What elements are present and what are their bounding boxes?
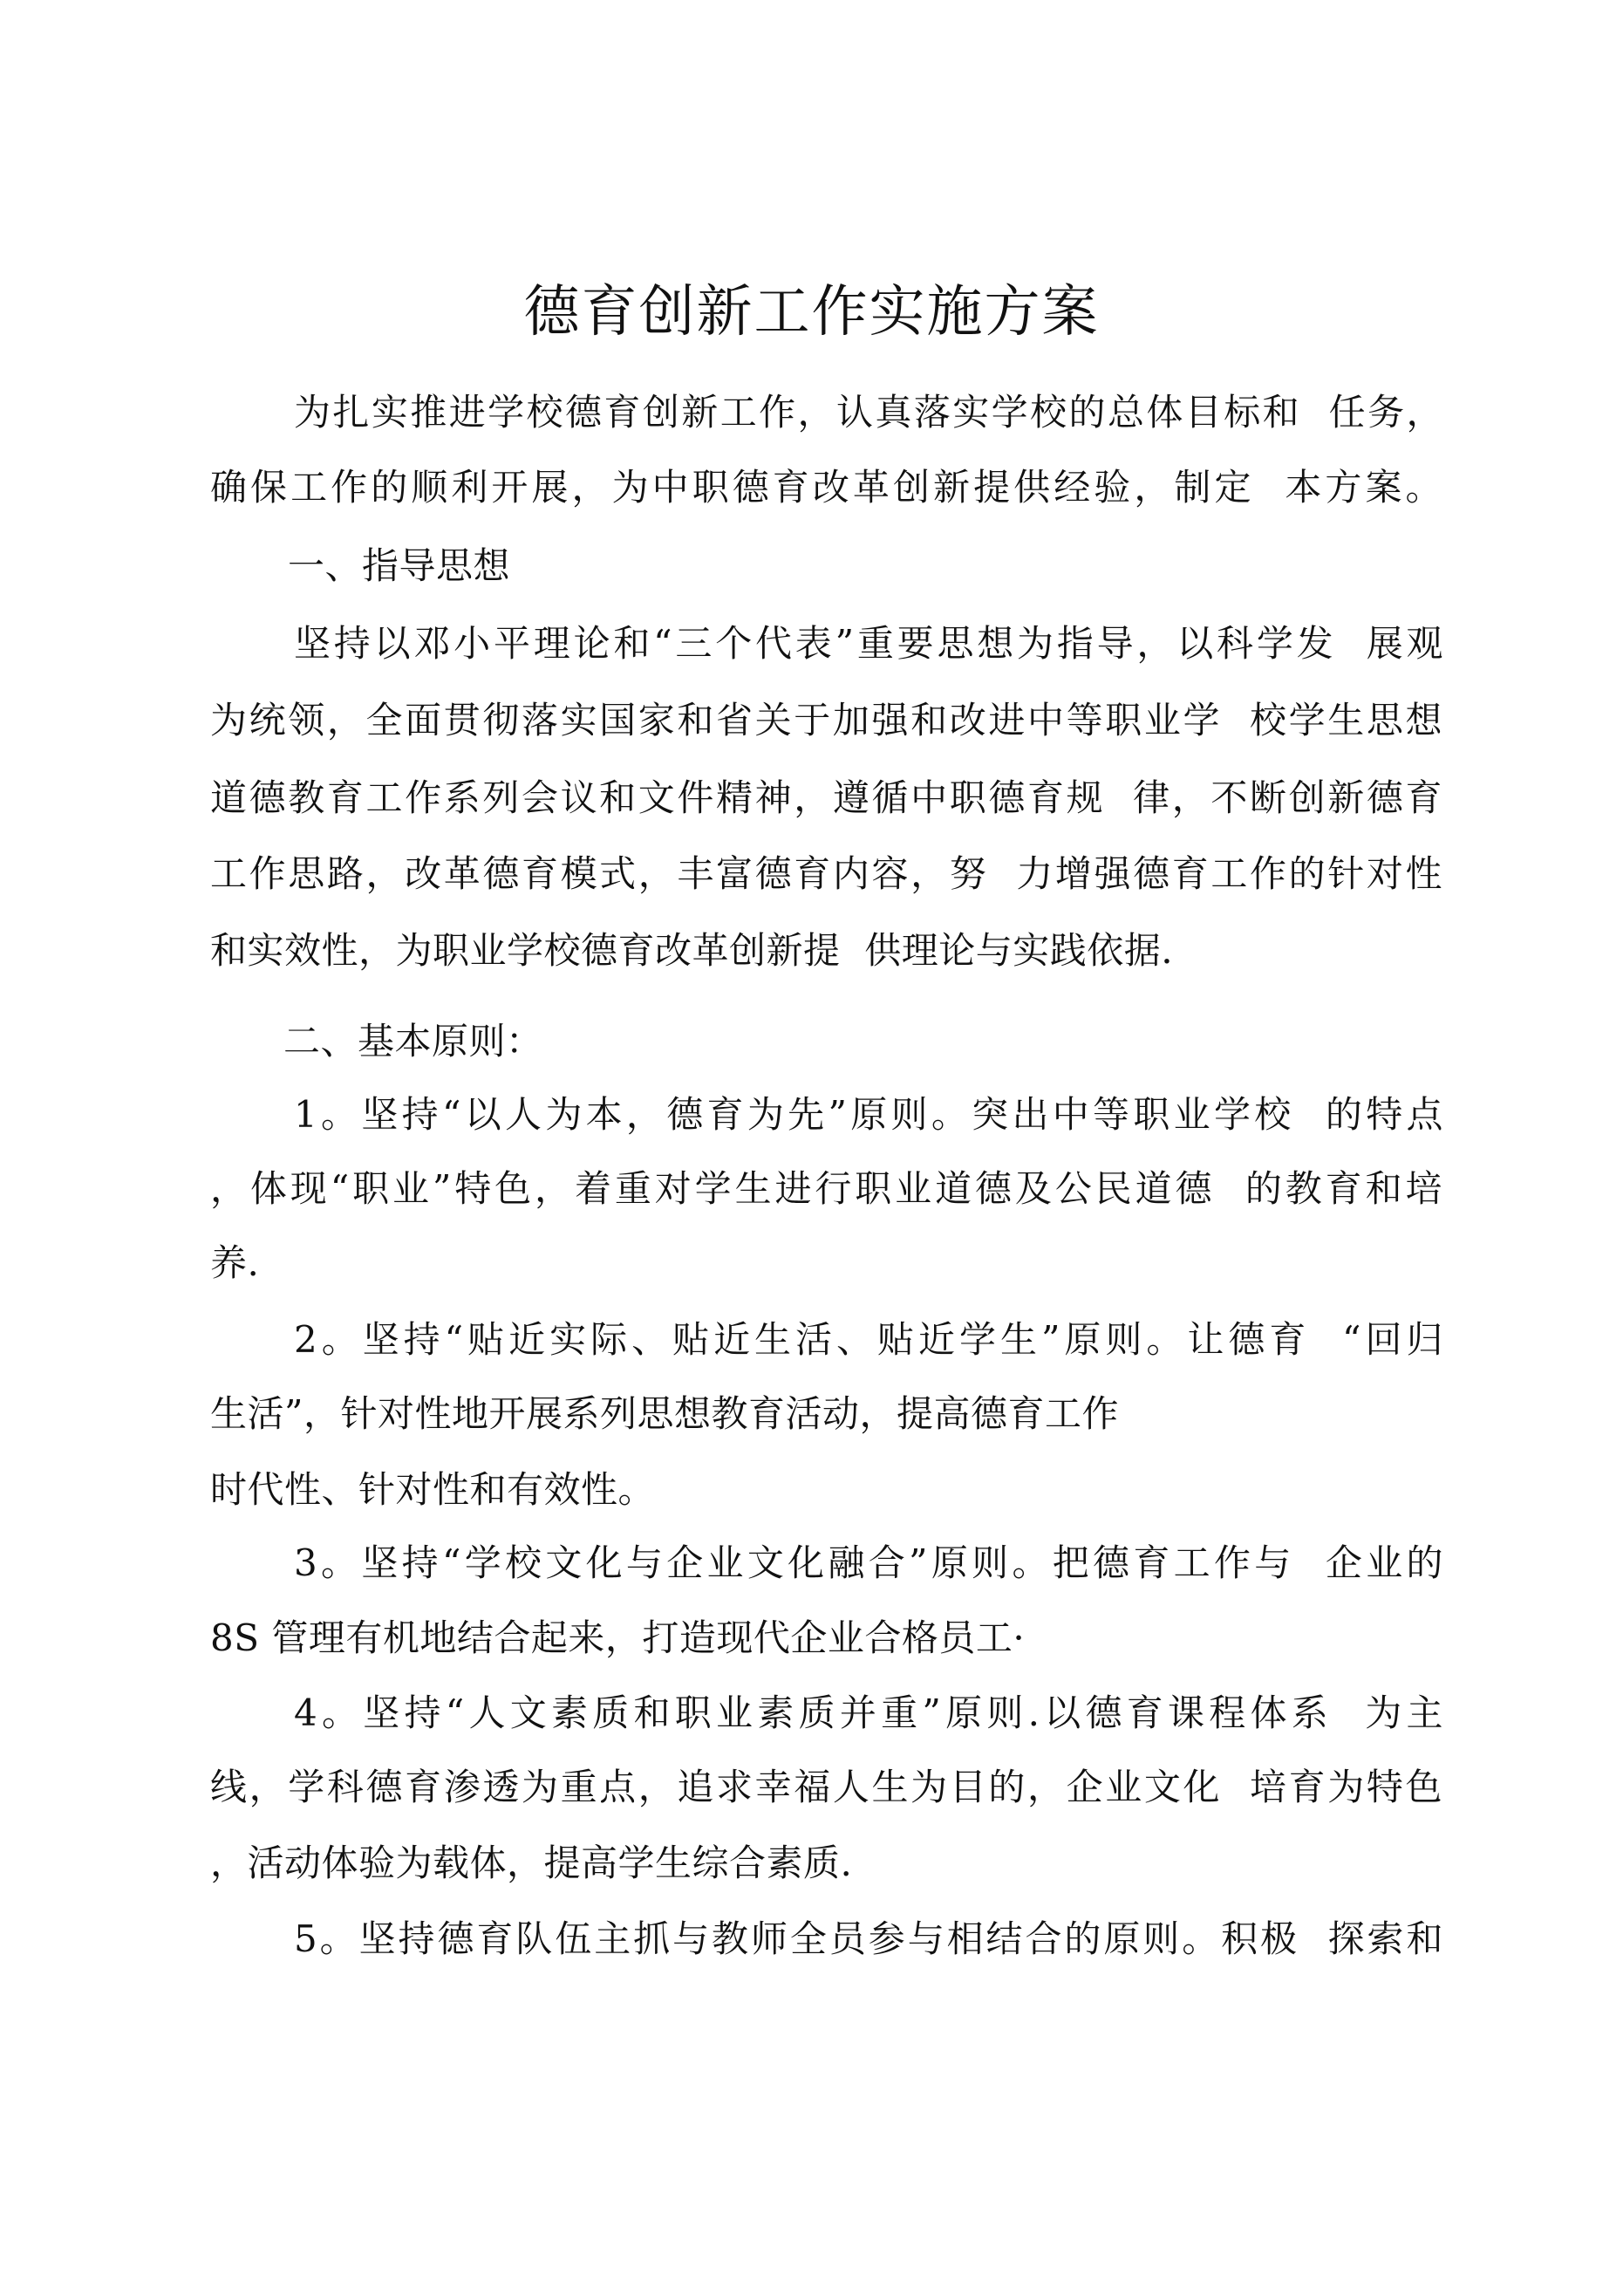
paragraph-line: 线，学科德育渗透为重点，追求幸福人生为目的，企业文化 培育为特色	[210, 1766, 1442, 1808]
paragraph-line: 养.	[210, 1241, 260, 1284]
paragraph-line: 坚持以邓小平理论和“三个代表”重要思想为指导，以科学发 展观	[294, 622, 1443, 665]
paragraph-line: 时代性、针对性和有效性。	[210, 1468, 656, 1511]
paragraph-line: 2。坚持“贴近实际、贴近生活、贴近学生”原则。让德育 “回归	[294, 1318, 1443, 1361]
paragraph-line: 和实效性，为职业学校德育改革创新提 供理论与实践依据.	[210, 929, 1174, 972]
paragraph-line: 为统领，全面贯彻落实国家和省关于加强和改进中等职业学 校学生思想	[210, 699, 1442, 741]
section-heading: 一、指导思想	[288, 544, 511, 587]
paragraph-line: 1。坚持“以人为本，德育为先”原则。突出中等职业学校 的特点	[294, 1093, 1443, 1136]
document-title: 德育创新工作实施方案	[523, 280, 1100, 345]
paragraph-line: 确保工作的顺利开展，为中职德育改革创新提供经验，制定 本方案。	[210, 466, 1442, 509]
paragraph-line: 8S 管理有机地结合起来，打造现代企业合格员工·	[210, 1616, 1026, 1659]
paragraph-line: 为扎实推进学校德育创新工作，认真落实学校的总体目标和 任务，	[294, 391, 1443, 434]
paragraph-line: 工作思路，改革德育模式，丰富德育内容，努 力增强德育工作的针对性	[210, 852, 1442, 895]
paragraph-line: 5。坚持德育队伍主抓与教师全员参与相结合的原则。积极 探索和	[294, 1917, 1443, 1960]
paragraph-line: ，活动体验为载体，提高学生综合素质.	[210, 1842, 853, 1884]
paragraph-line: 道德教育工作系列会议和文件精神，遵循中职德育规 律，不断创新德育	[210, 776, 1442, 819]
section-heading: 二、基本原则：	[283, 1020, 543, 1063]
paragraph-line: 3。坚持“学校文化与企业文化融合”原则。把德育工作与 企业的	[294, 1541, 1443, 1584]
paragraph-line: ，体现“职业”特色，着重对学生进行职业道德及公民道德 的教育和培	[210, 1167, 1442, 1210]
paragraph-line: 4。坚持“人文素质和职业素质并重”原则.以德育课程体系 为主	[294, 1691, 1443, 1734]
paragraph-line: 生活”，针对性地开展系列思想教育活动，提高德育工作	[210, 1392, 1119, 1435]
